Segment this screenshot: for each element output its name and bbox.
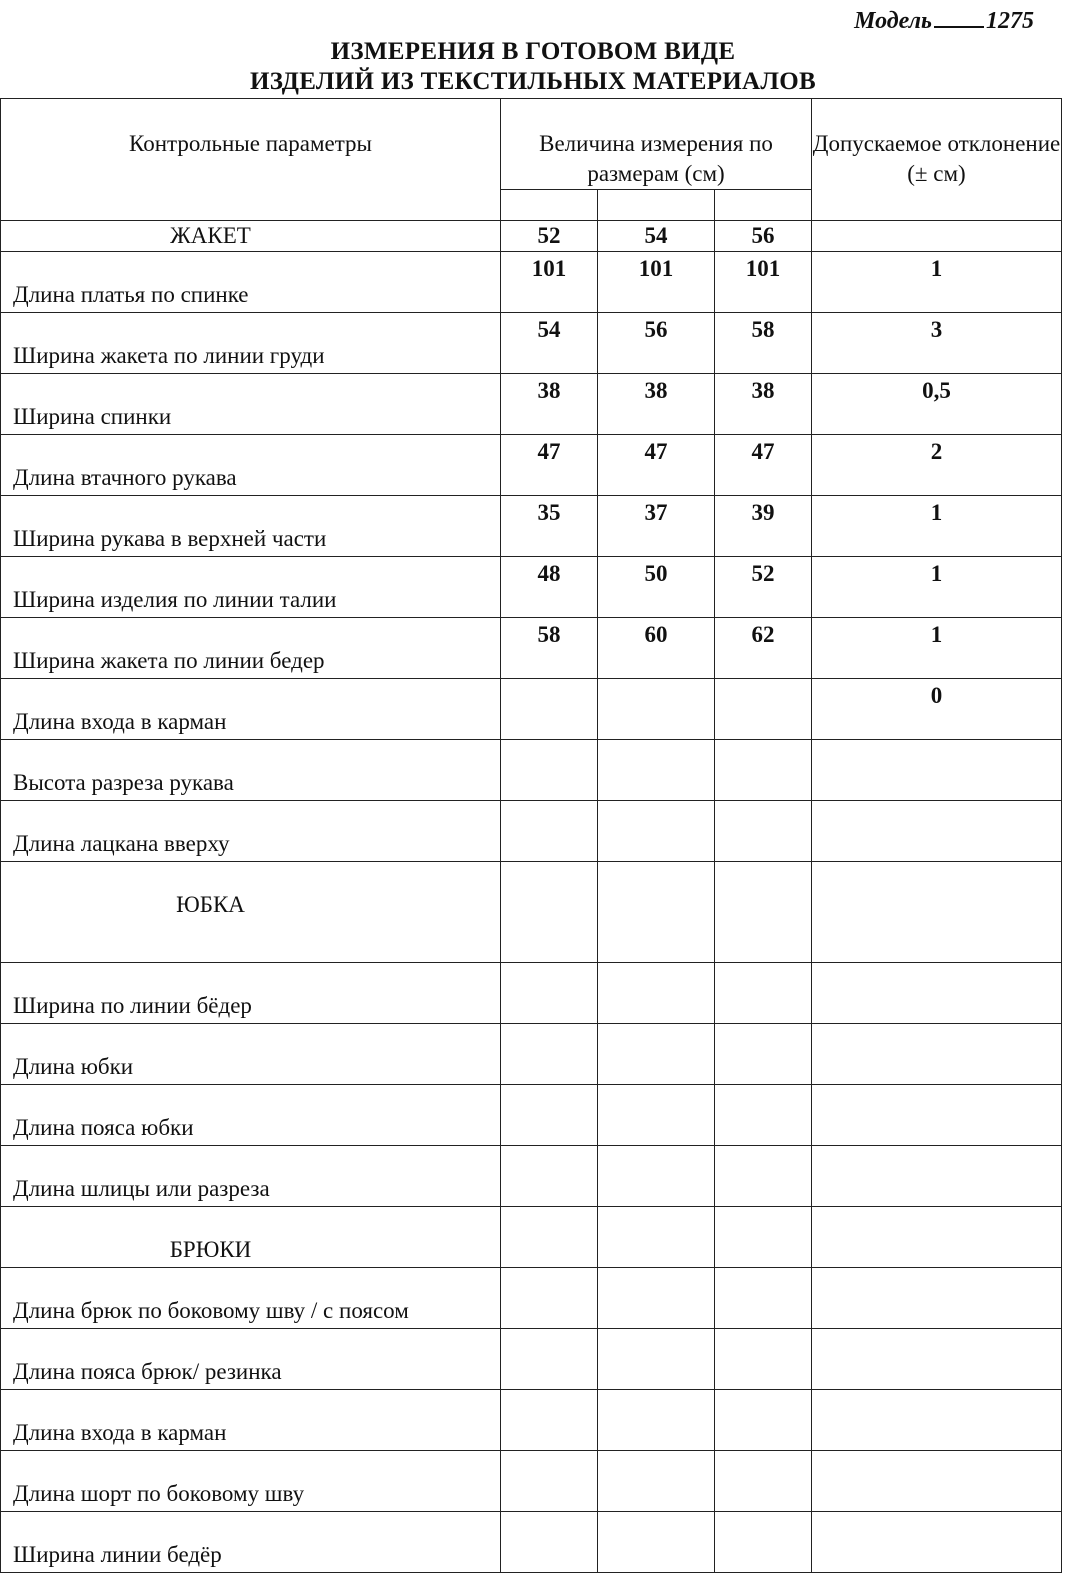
size-value-cell: 56 [598, 313, 715, 374]
size-value-cell [715, 740, 812, 801]
table-row [1, 252, 1062, 313]
size-value-cell [598, 1390, 715, 1451]
empty-cell [715, 862, 812, 963]
size-value-cell: 60 [598, 618, 715, 679]
tolerance-cell [812, 740, 1062, 801]
size-value-cell [501, 1512, 598, 1573]
size-value-cell: 62 [715, 618, 812, 679]
tolerance-cell [812, 801, 1062, 862]
section-title: ЖАКЕТ [1, 221, 501, 252]
empty-cell [812, 862, 1062, 963]
model-number-value: 1275 [986, 8, 1034, 34]
size-value-cell [715, 1329, 812, 1390]
size-header-cell: 52 [501, 221, 598, 252]
size-value-cell [501, 1024, 598, 1085]
param-label: Длина платья по спинке [1, 252, 501, 313]
size-value-cell [501, 1268, 598, 1329]
table-row [1, 1329, 1062, 1390]
size-value-cell: 38 [501, 374, 598, 435]
size-value-cell [598, 1146, 715, 1207]
tolerance-cell [812, 1146, 1062, 1207]
size-value-cell [715, 1146, 812, 1207]
empty-cell [812, 221, 1062, 252]
size-value-cell: 47 [715, 435, 812, 496]
size-value-cell [598, 1268, 715, 1329]
empty-cell [715, 1207, 812, 1268]
tolerance-cell [812, 963, 1062, 1024]
empty-cell [598, 862, 715, 963]
table-row [1, 1024, 1062, 1085]
size-value-cell [715, 963, 812, 1024]
size-value-cell [598, 1329, 715, 1390]
size-value-cell: 39 [715, 496, 812, 557]
tolerance-cell: 0 [812, 679, 1062, 740]
size-value-cell [598, 1451, 715, 1512]
size-value-cell [715, 1390, 812, 1451]
table-row [1, 1451, 1062, 1512]
section-row [1, 221, 1062, 252]
table-row [1, 1512, 1062, 1573]
params-header: Контрольные параметры [1, 99, 501, 221]
tolerance-header: Допускаемое отклонение (± см) [812, 99, 1062, 221]
size-value-cell: 38 [715, 374, 812, 435]
table-row [1, 618, 1062, 679]
param-label: Ширина линии бедёр [1, 1512, 501, 1573]
size-value-cell: 47 [598, 435, 715, 496]
size-value-cell: 54 [501, 313, 598, 374]
header-sub-cell [598, 190, 715, 221]
size-value-cell [715, 1085, 812, 1146]
tolerance-cell [812, 1390, 1062, 1451]
header-sub-cell [715, 190, 812, 221]
size-value-cell [715, 1451, 812, 1512]
size-value-cell [501, 801, 598, 862]
table-row [1, 435, 1062, 496]
tolerance-cell: 1 [812, 252, 1062, 313]
tolerance-cell [812, 1085, 1062, 1146]
param-label: Высота разреза рукава [1, 740, 501, 801]
header-sub-cell [501, 190, 598, 221]
size-value-cell [501, 1085, 598, 1146]
table-row [1, 1085, 1062, 1146]
empty-cell [501, 862, 598, 963]
model-blank-line [934, 8, 984, 28]
param-label: Длина лацкана вверху [1, 801, 501, 862]
model-number [854, 8, 1034, 35]
size-value-cell [501, 963, 598, 1024]
size-value-cell [501, 1390, 598, 1451]
size-value-cell [715, 1512, 812, 1573]
table-row [1, 740, 1062, 801]
table-row [1, 679, 1062, 740]
section-row [1, 1207, 1062, 1268]
param-label: Ширина жакета по линии бедер [1, 618, 501, 679]
section-row [1, 862, 1062, 963]
measurements-table [0, 98, 1062, 1573]
tolerance-cell: 1 [812, 618, 1062, 679]
size-value-cell: 101 [598, 252, 715, 313]
param-label: Ширина изделия по линии талии [1, 557, 501, 618]
size-value-cell [501, 1146, 598, 1207]
size-value-cell [598, 740, 715, 801]
tolerance-cell: 1 [812, 496, 1062, 557]
size-value-cell: 58 [715, 313, 812, 374]
size-value-cell: 58 [501, 618, 598, 679]
size-value-cell [501, 740, 598, 801]
param-label: Длина пояса юбки [1, 1085, 501, 1146]
tolerance-cell: 3 [812, 313, 1062, 374]
size-header-cell: 54 [598, 221, 715, 252]
param-label: Длина входа в карман [1, 1390, 501, 1451]
table-row [1, 557, 1062, 618]
size-value-cell [715, 1268, 812, 1329]
tolerance-cell [812, 1451, 1062, 1512]
size-value-cell [598, 679, 715, 740]
size-value-cell [501, 679, 598, 740]
size-value-cell: 52 [715, 557, 812, 618]
empty-cell [501, 1207, 598, 1268]
size-value-cell [598, 1024, 715, 1085]
param-label: Длина шорт по боковому шву [1, 1451, 501, 1512]
table-row [1, 1390, 1062, 1451]
table-row [1, 313, 1062, 374]
size-value-cell [501, 1451, 598, 1512]
values-header: Величина измерения по размерам (см) [501, 99, 812, 190]
table-row [1, 374, 1062, 435]
param-label: Ширина по линии бёдер [1, 963, 501, 1024]
size-value-cell: 48 [501, 557, 598, 618]
param-label: Длина шлицы или разреза [1, 1146, 501, 1207]
size-value-cell: 101 [715, 252, 812, 313]
header-row [1, 99, 1062, 190]
size-value-cell [715, 801, 812, 862]
size-value-cell [715, 1024, 812, 1085]
size-value-cell: 47 [501, 435, 598, 496]
size-header-cell: 56 [715, 221, 812, 252]
tolerance-cell: 0,5 [812, 374, 1062, 435]
param-label: Длина брюк по боковому шву / с поясом [1, 1268, 501, 1329]
tolerance-cell [812, 1024, 1062, 1085]
param-label: Длина юбки [1, 1024, 501, 1085]
tolerance-cell [812, 1268, 1062, 1329]
param-label: Длина втачного рукава [1, 435, 501, 496]
param-label: Длина входа в карман [1, 679, 501, 740]
tolerance-cell: 2 [812, 435, 1062, 496]
param-label: Ширина рукава в верхней части [1, 496, 501, 557]
empty-cell [812, 1207, 1062, 1268]
title-line-1: ИЗМЕРЕНИЯ В ГОТОВОМ ВИДЕ [330, 38, 736, 65]
size-value-cell [715, 679, 812, 740]
size-value-cell [501, 1329, 598, 1390]
section-title: ЮБКА [1, 862, 501, 963]
size-value-cell: 37 [598, 496, 715, 557]
table-row [1, 496, 1062, 557]
size-value-cell: 50 [598, 557, 715, 618]
tolerance-cell [812, 1512, 1062, 1573]
tolerance-cell [812, 1329, 1062, 1390]
size-value-cell [598, 801, 715, 862]
table-row [1, 1146, 1062, 1207]
table-row [1, 1268, 1062, 1329]
size-value-cell: 101 [501, 252, 598, 313]
section-title: БРЮКИ [1, 1207, 501, 1268]
title-line-2: ИЗДЕЛИЙ ИЗ ТЕКСТИЛЬНЫХ МАТЕРИАЛОВ [249, 68, 817, 95]
size-value-cell: 35 [501, 496, 598, 557]
empty-cell [598, 1207, 715, 1268]
param-label: Ширина жакета по линии груди [1, 313, 501, 374]
size-value-cell [598, 963, 715, 1024]
size-value-cell [598, 1512, 715, 1573]
table-row [1, 963, 1062, 1024]
size-value-cell [598, 1085, 715, 1146]
table-row [1, 801, 1062, 862]
model-label: Модель [854, 8, 932, 34]
param-label: Длина пояса брюк/ резинка [1, 1329, 501, 1390]
tolerance-cell: 1 [812, 557, 1062, 618]
param-label: Ширина спинки [1, 374, 501, 435]
size-value-cell: 38 [598, 374, 715, 435]
